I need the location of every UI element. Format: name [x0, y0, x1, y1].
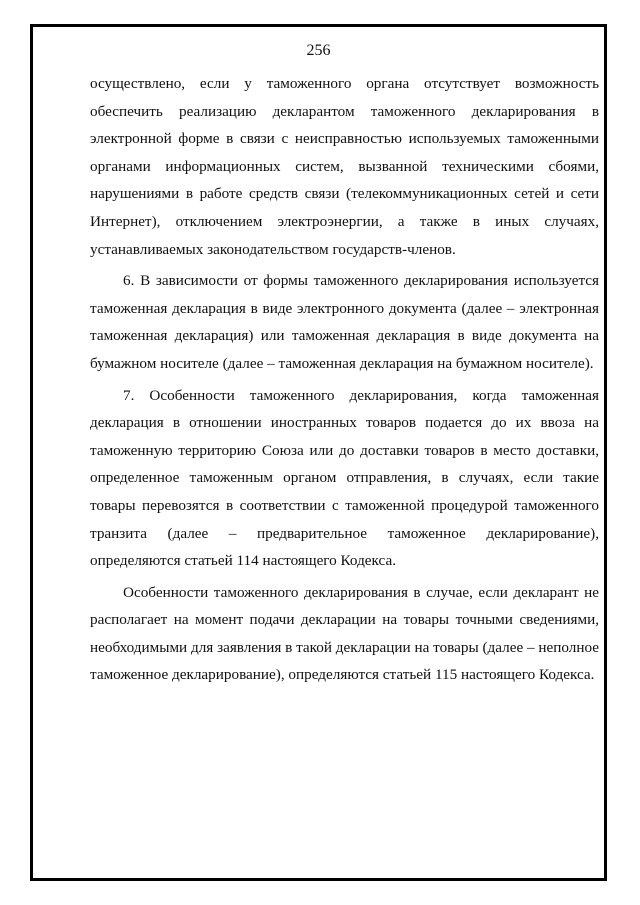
paragraph-item-7: 7. Особенности таможенного декларирования, когда таможенная декларация в отношении иностранных товаров подается до их ввоза на таможенную территорию Союза или до доставки товаров в место доставки, определенное таможенным органом отправления, в случаях, если такие товары перевозятся в соответствии с таможенной процедурой таможенного транзита (далее – предварительное таможенное декларирование), определяются статьей 114 настоящего Кодекса. [90, 386, 599, 570]
page-frame [30, 24, 607, 881]
document-body [90, 70, 599, 689]
paragraph-incomplete-declaration: Особенности таможенного декларирования в случае, если декларант не располагает на момент подачи декларации на товары точными сведениями, необходимыми для заявления в такой декларации на товары (далее – неполное таможенное декларирование), определяются статьей 115 настоящего Кодекса. [90, 583, 599, 684]
page-number: 256 [306, 42, 331, 59]
paragraph-continuation: осуществлено, если у таможенного органа отсутствует возможность обеспечить реализацию декларантом таможенного декларирования в электронной форме в связи с неисправностью используемых таможенными органами информационных систем, вызванной техническими сбоями, нарушениями в работе средств связи (телекоммуникационных сетей и сети Интернет), отключением электроэнергии, а также в иных случаях, устанавливаемых законодательством государств-членов. [90, 75, 599, 258]
paragraph-item-6: 6. В зависимости от формы таможенного декларирования используется таможенная декларация в виде электронного документа (далее – электронная таможенная декларация) или таможенная декларация в виде документа на бумажном носителе (далее – таможенная декларация на бумажном носителе). [90, 272, 599, 372]
